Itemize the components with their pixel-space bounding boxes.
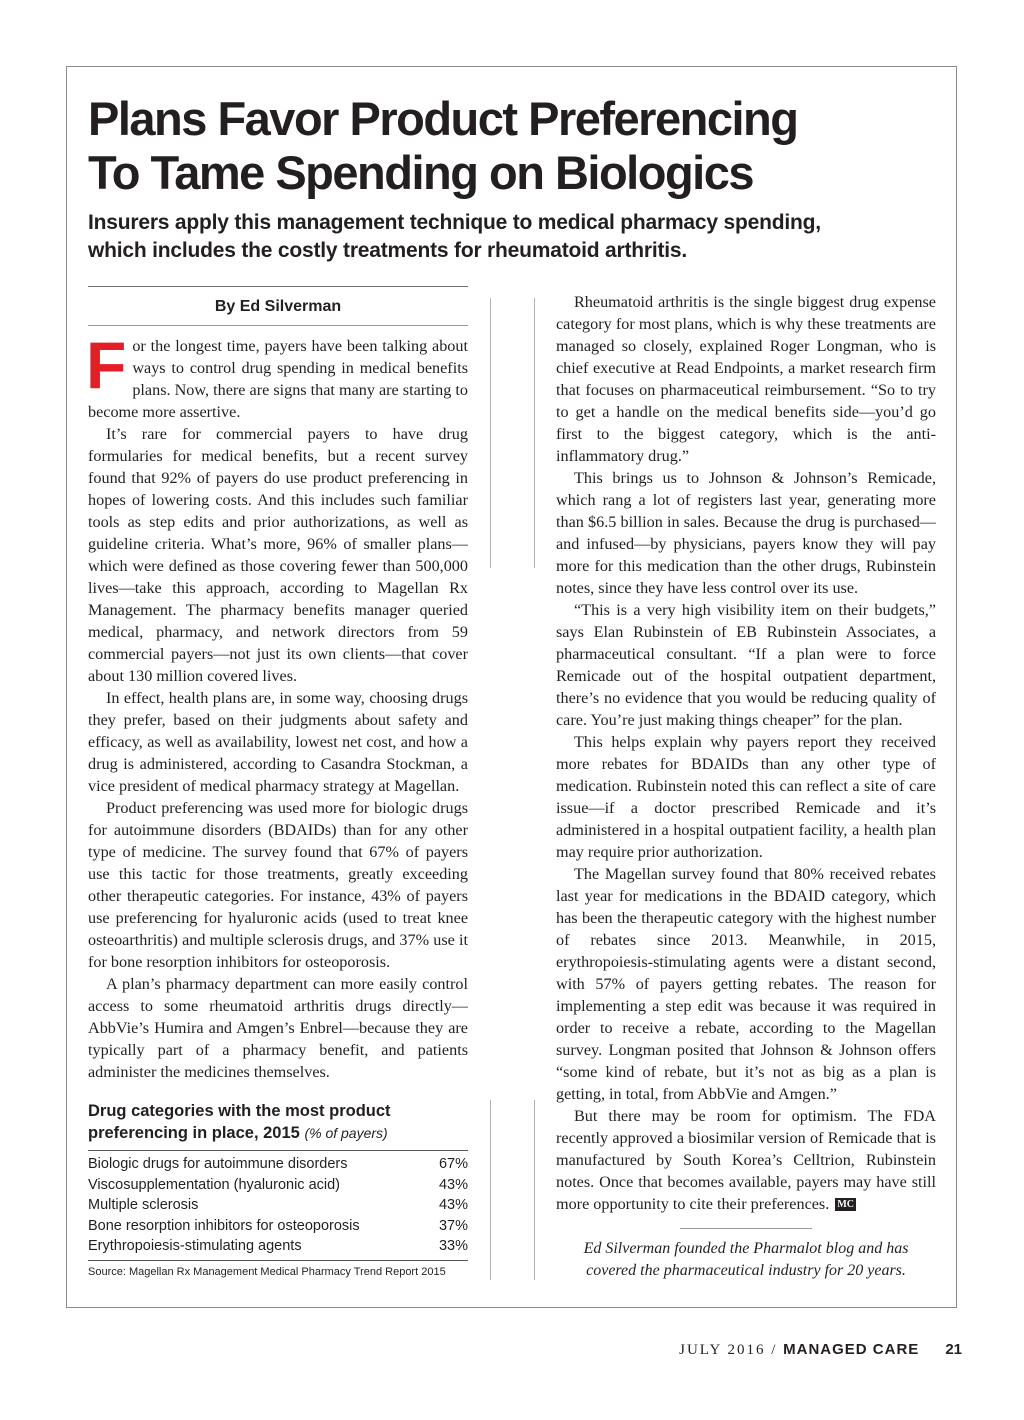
table-source: Source: Magellan Rx Management Medical Pharmacy Trend Report 2015	[88, 1266, 446, 1278]
paragraph: A plan’s pharmacy department can more easily control access to some rheumatoid arthritis drugs directly—AbbVie’s Humira and Amgen’s Enbrel—because they are typically part of a pharmacy benefit, and patients administer the medicines themselves.	[88, 975, 468, 1081]
byline-top-rule	[88, 286, 468, 287]
article-column-1	[86, 328, 468, 1083]
end-mark-icon: MC	[837, 1199, 855, 1210]
footer-magazine: MANAGED CARE	[783, 1341, 920, 1358]
table-cell-label: Biologic drugs for autoimmune disorders	[88, 1156, 348, 1172]
paragraph: Rheumatoid arthritis is the single biggest drug expense category for most plans, which is why these treatments are managed so closely, explained Roger Longman, who is chief executive at Read Endpoints, a market research firm that focuses on pharmaceutical reimbursement. “So to try to get a handle on the medical benefits side—you’d go first to the biggest category, which is the anti-inflammatory drug.”	[556, 293, 936, 465]
table-title	[88, 1100, 468, 1144]
table-title-line-1: Drug categories with the most product	[88, 1102, 391, 1120]
column-divider-top-right	[534, 298, 535, 568]
paragraph	[86, 328, 468, 423]
table-cell-value: 43%	[438, 1176, 468, 1193]
paragraph: This helps explain why payers report they received more rebates for BDAIDs than any other type of medication. Rubinstein noted this can reflect a site of care issue—if a doctor prescribed Remicade and it’s administered in a hospital outpatient facility, a health plan may require prior authorization.	[556, 733, 936, 861]
paragraph	[556, 1105, 936, 1215]
paragraph-text: or the longest time, payers have been talking about ways to control drug spending in medical benefits plans. Now, there are signs that many are starting to become more assertive.	[88, 337, 468, 421]
author-bio-line-2: covered the pharmaceutical industry for 20 years.	[586, 1262, 906, 1279]
author-bio	[556, 1238, 936, 1282]
table-row	[88, 1216, 468, 1237]
paragraph-text: But there may be room for optimism. The FDA recently approved a biosimilar version of Remicade that is manufactured by South Korea’s Celltrion, Rubinstein notes. Once that becomes available, payers may have still more opportunity to cite their preferences.	[556, 1107, 936, 1213]
headline	[88, 92, 928, 200]
byline-bottom-rule	[88, 325, 468, 326]
drop-cap: F	[86, 328, 127, 402]
preferencing-table	[88, 1154, 468, 1257]
table-cell-value: 43%	[438, 1197, 468, 1213]
column-divider-bottom	[490, 1100, 491, 1280]
paragraph: This brings us to Johnson & Johnson’s Remicade, which rang a lot of registers last year, generating more than $6.5 billion in sales. Because the drug is purchased—and infused—by physicians, payers know they will pay more for this medication than the other drugs, Rubinstein notes, since they have less control over its use.	[556, 469, 936, 597]
table-unit: (% of payers)	[304, 1125, 388, 1141]
paragraph: Product preferencing was used more for biologic drugs for autoimmune disorders (BDAIDs) than for any other type of medicine. The survey found that 67% of payers use this tactic for those treatments, greatly exceeding other therapeutic categories. For instance, 43% of payers use preferencing for hyaluronic acids (used to treat knee osteoarthritis) and multiple sclerosis drugs, and 37% use it for bone resorption inhibitors for osteoporosis.	[88, 799, 468, 971]
paragraph: The Magellan survey found that 80% received rebates last year for medications in the BDAID category, which has been the therapeutic category with the highest number of rebates since 2013. Meanwhile, in 2015, erythropoiesis-stimulating agents were a distant second, with 57% of payers getting rebates. The reason for implementing a step edit was because it was required in order to receive a rebate, according to the Magellan survey. Longman posited that Johnson & Johnson offers “some kind of rebate, but it’s not as big as a plan is getting, in total, from AbbVie and Amgen.”	[556, 865, 936, 1103]
table-row	[88, 1236, 468, 1257]
table-title-line-2: preferencing in place, 2015	[88, 1124, 300, 1142]
footer-issue: JULY 2016 /	[679, 1342, 784, 1358]
paragraph: In effect, health plans are, in some way, choosing drugs they prefer, based on their judgments about safety and efficacy, as well as availability, lowest net cost, and how a drug is administered, according to Casandra Stockman, a vice president of medical pharmacy strategy at Magellan.	[88, 689, 468, 795]
headline-line-2: To Tame Spending on Biologics	[88, 146, 753, 199]
table-top-rule	[88, 1150, 468, 1151]
table-cell-value: 67%	[438, 1156, 468, 1172]
table-cell-label: Bone resorption inhibitors for osteoporosis	[88, 1217, 360, 1234]
bio-rule	[680, 1228, 812, 1229]
paragraph: “This is a very high visibility item on their budgets,” says Elan Rubinstein of EB Rubinstein Associates, a pharmaceutical consultant. “If a plan were to force Remicade out of the hospital outpatient department, there’s no evidence that you would be reducing quality of care. You’re just making things cheaper” for the plan.	[556, 601, 936, 729]
table-cell-value: 37%	[438, 1217, 468, 1234]
article-column-2	[556, 291, 936, 1215]
column-divider-top	[490, 298, 491, 568]
column-divider-bottom-right	[534, 1100, 535, 1280]
page-number: 21	[945, 1341, 962, 1358]
table-row	[88, 1154, 468, 1175]
table-cell-label: Multiple sclerosis	[88, 1197, 199, 1213]
table-cell-label: Viscosupplementation (hyaluronic acid)	[88, 1176, 341, 1193]
byline: By Ed Silverman	[214, 298, 342, 315]
author-bio-line-1: Ed Silverman founded the Pharmalot blog and has	[583, 1240, 909, 1257]
table-cell-value: 33%	[438, 1238, 468, 1254]
paragraph: It’s rare for commercial payers to have drug formularies for medical benefits, but a recent survey found that 92% of payers do use product preferencing in hopes of lowering costs. And this includes such familiar tools as step edits and prior authorizations, as well as guideline criteria. What’s more, 96% of smaller plans—which were defined as those covering fewer than 500,000 lives—take this approach, according to Magellan Rx Management. The pharmacy benefits manager queried medical, pharmacy, and network directors from 59 commercial payers—not just its own clients—that cover about 130 million covered lives.	[88, 425, 468, 685]
dek-line-1: Insurers apply this management technique to medical pharmacy spending,	[88, 211, 821, 234]
headline-line-1: Plans Favor Product Preferencing	[88, 92, 798, 145]
page-footer	[679, 1341, 962, 1359]
table-row	[88, 1195, 468, 1216]
dek	[88, 209, 948, 265]
table-bottom-rule	[88, 1260, 468, 1261]
table-cell-label: Erythropoiesis-stimulating agents	[88, 1238, 302, 1254]
dek-line-2: which includes the costly treatments for rheumatoid arthritis.	[88, 239, 688, 262]
table-row	[88, 1175, 468, 1196]
